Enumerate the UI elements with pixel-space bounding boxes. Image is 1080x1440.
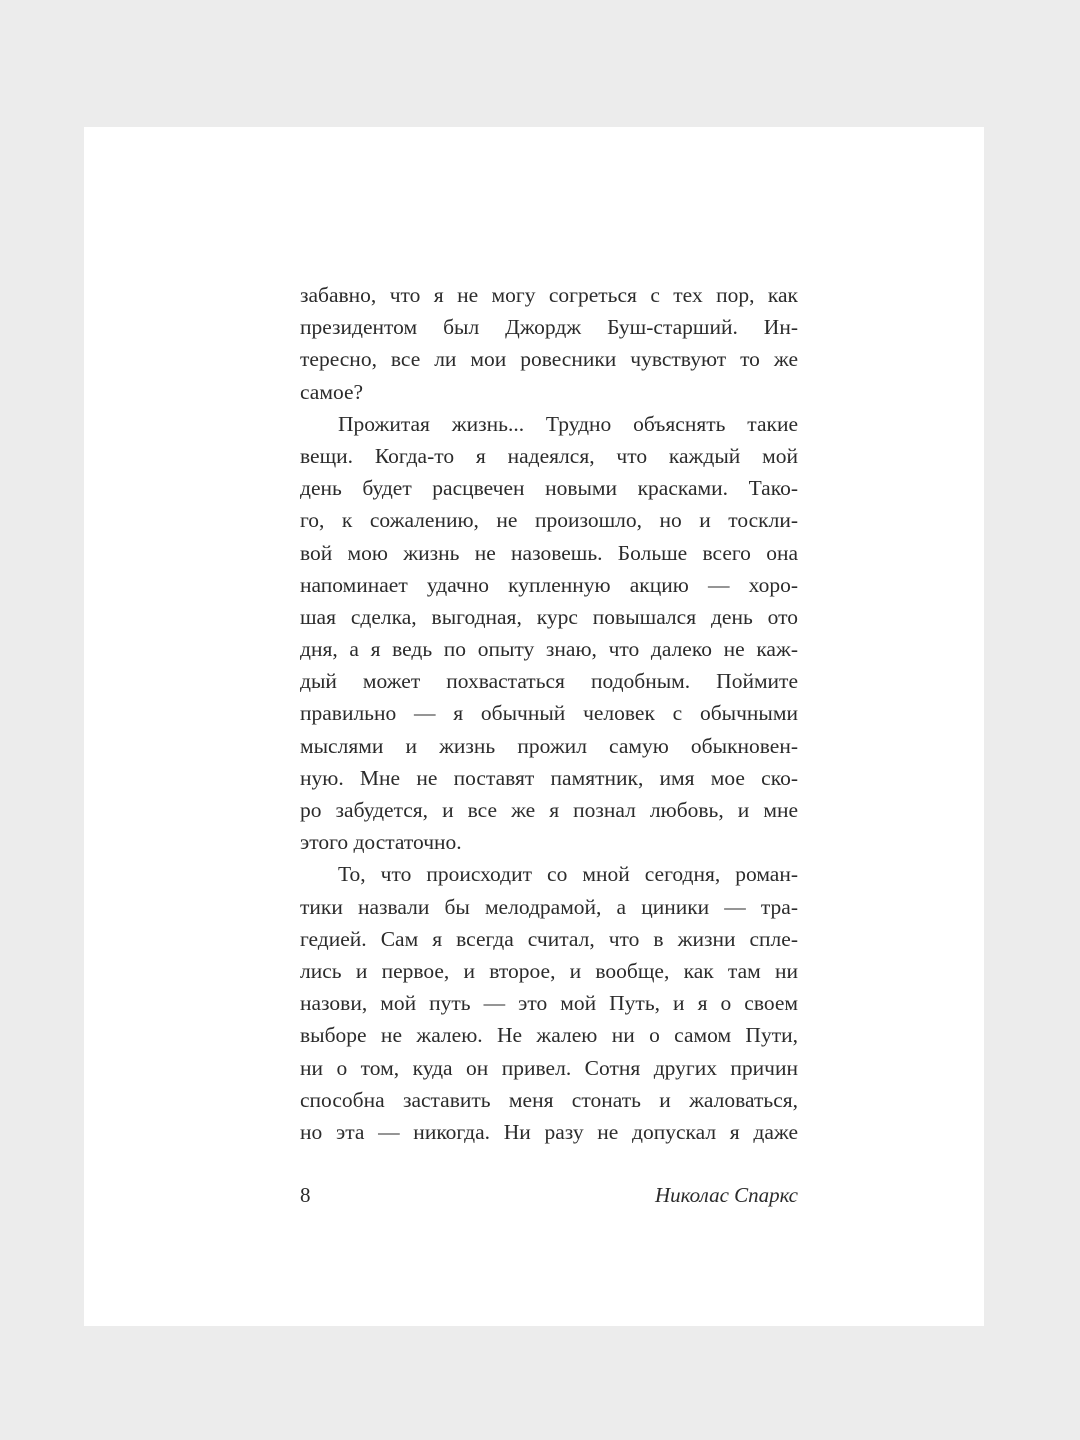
text-line: шая сделка, выгодная, курс повышался день ото bbox=[300, 604, 798, 629]
text-line: президентом был Джордж Буш-старший. Ин- bbox=[300, 315, 798, 340]
text-line: самое? bbox=[300, 379, 364, 404]
text-line: тики назвали бы мелодрамой, а циники — тра- bbox=[300, 894, 798, 919]
text-line: ни о том, куда он привел. Сотня других причин bbox=[300, 1055, 798, 1080]
page-number: 8 bbox=[300, 1183, 311, 1207]
text-line: мыслями и жизнь прожил самую обыкновен- bbox=[300, 733, 798, 758]
text-line: вой мою жизнь не назовешь. Больше всего она bbox=[300, 540, 798, 565]
text-line: ную. Мне не поставят памятник, имя мое ско- bbox=[300, 765, 798, 790]
text-line: выборе не жалею. Не жалею ни о самом Пути, bbox=[300, 1023, 798, 1048]
text-line: день будет расцвечен новыми красками. Тако- bbox=[300, 476, 798, 501]
text-line: лись и первое, и второе, и вообще, как там ни bbox=[300, 958, 798, 983]
text-line: То, что происходит со мной сегодня, роман- bbox=[338, 862, 798, 887]
text-line: Прожитая жизнь... Трудно объяснять такие bbox=[338, 411, 798, 436]
text-line: ро забудется, и все же я познал любовь, и мне bbox=[300, 798, 798, 822]
text-line: этого достаточно. bbox=[300, 830, 462, 855]
page-footer bbox=[300, 1180, 798, 1210]
text-line: дня, а я ведь по опыту знаю, что далеко не каж- bbox=[300, 637, 798, 662]
text-line: вещи. Когда-то я надеялся, что каждый мой bbox=[300, 443, 798, 468]
text-line: но эта — никогда. Ни разу не допускал я даже bbox=[300, 1119, 798, 1144]
text-line: го, к сожалению, не произошло, но и тоскли- bbox=[300, 508, 798, 533]
text-line: дый может похвастаться подобным. Поймите bbox=[300, 669, 798, 694]
text-line: гедией. Сам я всегда считал, что в жизни спле- bbox=[300, 926, 798, 951]
text-line: тересно, все ли мои ровесники чувствуют то же bbox=[300, 347, 798, 372]
text-line: способна заставить меня стонать и жаловаться, bbox=[300, 1087, 798, 1112]
running-head-author: Николас Спаркс bbox=[654, 1183, 798, 1207]
text-line: напоминает удачно купленную акцию — хоро- bbox=[300, 572, 798, 597]
text-line: назови, мой путь — это мой Путь, и я о своем bbox=[300, 991, 798, 1016]
body-text bbox=[300, 279, 798, 1148]
text-line: забавно, что я не могу согреться с тех пор, как bbox=[300, 283, 798, 307]
text-line: правильно — я обычный человек с обычными bbox=[300, 701, 798, 726]
